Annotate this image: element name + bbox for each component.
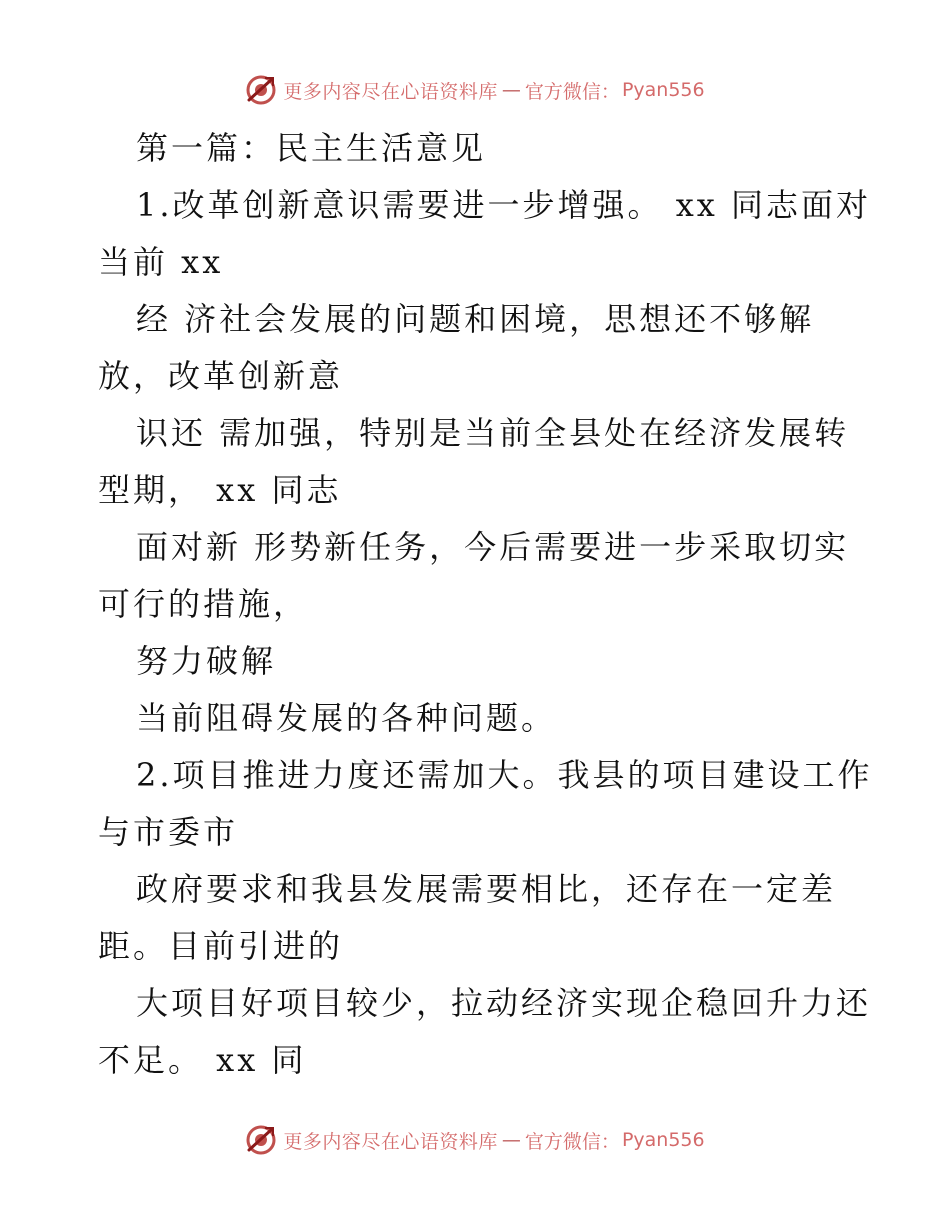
text-line: 经 济社会发展的问题和困境，思想还不够解 [136,300,815,338]
text-line: 努力破解 [136,642,277,680]
text-line: 政府要求和我县发展需要相比，还存在一定差 [136,870,837,908]
document-body [98,120,873,1089]
watermark-dash: — [501,1129,521,1151]
footer-watermark [0,1120,950,1160]
watermark-text: 更多内容尽在心语资料库 [283,1130,498,1153]
logo-icon [245,74,277,106]
text-line: 当前阻碍发展的各种问题。 [136,699,557,737]
text-line: 第一篇：民主生活意见 [136,129,487,167]
watermark-text: 更多内容尽在心语资料库 [283,80,498,103]
text-line: 放，改革创新意 [98,357,344,395]
text-line: 不足。 xx 同 [98,1041,307,1079]
header-watermark [0,70,950,110]
watermark-account: Pyan556 [621,79,705,101]
text-line: 识还 需加强，特别是当前全县处在经济发展转 [136,414,850,452]
text-line: 型期， xx 同志 [98,471,342,509]
text-line: 与市委市 [98,813,239,851]
text-line: 面对新 形势新任务，今后需要进一步采取切实 [136,528,850,566]
watermark-label: 官方微信： [524,80,620,103]
watermark-label: 官方微信： [524,1130,620,1153]
text-line: 当前 xx [98,243,224,281]
text-line: 可行的措施， [98,585,309,623]
text-line: 2.项目推进力度还需加大。我县的项目建设工作 [136,756,873,794]
text-line: 距。目前引进的 [98,927,344,965]
text-line: 大项目好项目较少，拉动经济实现企稳回升力还 [136,984,872,1022]
logo-icon [245,1124,277,1156]
watermark-dash: — [501,79,521,101]
text-line: 1.改革创新意识需要进一步增强。 xx 同志面对 [136,186,871,224]
watermark-account: Pyan556 [621,1129,705,1151]
